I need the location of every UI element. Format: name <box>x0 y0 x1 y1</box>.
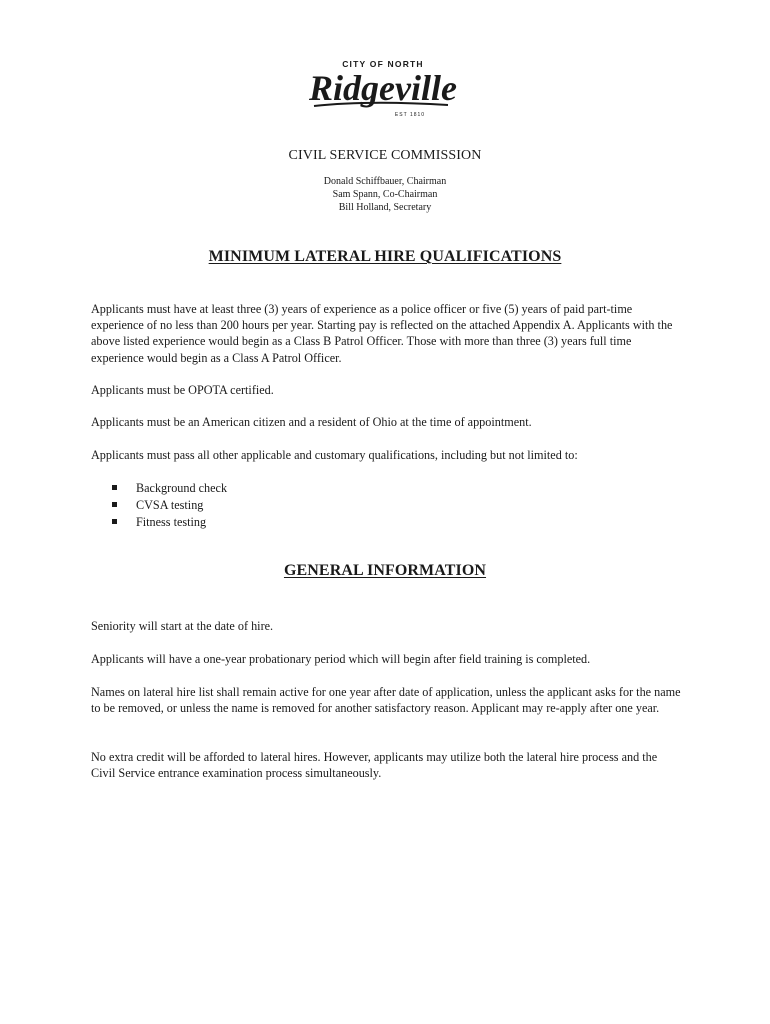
general-paragraph: No extra credit will be afforded to lateral hires. However, applicants may utilize both the lateral hire process and the Civil Service entrance examination process simultaneously. <box>91 750 658 781</box>
city-logo-graphic <box>298 56 468 120</box>
bullet-text: Background check <box>136 481 228 495</box>
logo-top-text: CITY OF NORTH <box>342 59 424 69</box>
square-bullet-icon <box>112 519 117 524</box>
qualifications-paragraph: Applicants must have at least three (3) years of experience as a police officer or five (5) years of paid part-time experience of no less than 200 hours per year. Starting pay is reflected on the attached Appendix A. Applicants with the above listed experience would begin as a Class B Patrol Officer. Those with more than three (3) years full time experience would begin as a Class A Patrol Officer. <box>91 302 673 365</box>
qualifications-paragraph: Applicants must pass all other applicable and customary qualifications, including but not limited to: <box>91 448 578 462</box>
city-logo <box>298 56 468 120</box>
bullet-text: CVSA testing <box>136 498 204 512</box>
list-item <box>112 480 227 497</box>
commission-title: CIVIL SERVICE COMMISSION <box>288 148 482 163</box>
square-bullet-icon <box>112 485 117 490</box>
qualifications-paragraph: Applicants must be an American citizen and a resident of Ohio at the time of appointment. <box>91 415 532 429</box>
logo-est-text: EST 1810 <box>394 112 426 118</box>
list-item <box>112 514 227 531</box>
qualifications-bullet-list <box>112 480 227 531</box>
qualifications-paragraph: Applicants must be OPOTA certified. <box>91 383 274 397</box>
general-paragraph: Applicants will have a one-year probationary period which will begin after field training is completed. <box>91 652 591 666</box>
qualifications-heading: MINIMUM LATERAL HIRE QUALIFICATIONS <box>208 248 562 265</box>
general-heading: GENERAL INFORMATION <box>283 562 487 579</box>
list-item <box>112 497 227 514</box>
logo-wordmark: Ridgeville <box>309 68 457 108</box>
square-bullet-icon <box>112 502 117 507</box>
general-paragraph: Seniority will start at the date of hire. <box>91 619 274 633</box>
commission-members <box>0 175 770 214</box>
general-paragraph: Names on lateral hire list shall remain active for one year after date of application, unless the applicant asks for the name to be removed, or unless the name is removed for another satisfactory reason. Applicant may re-apply after one year. <box>91 685 681 716</box>
bullet-text: Fitness testing <box>136 515 207 529</box>
member-chairman: Donald Schiffbauer, Chairman <box>323 176 447 187</box>
member-co-chairman: Sam Spann, Co-Chairman <box>332 189 438 200</box>
member-secretary: Bill Holland, Secretary <box>338 202 432 213</box>
